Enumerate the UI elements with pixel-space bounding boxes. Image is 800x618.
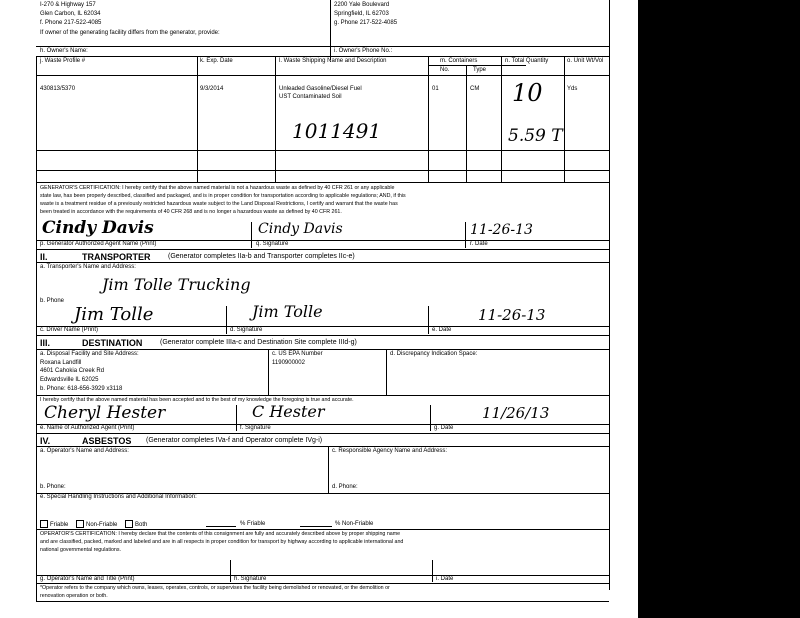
destination-date-handwritten: 11/26/13 (482, 404, 550, 422)
gen-cert-line2: state law, has been properly described, classified and packaged, and is in proper condition for transportation according to applicable regulations; AND, if this (40, 193, 406, 199)
both-option[interactable] (125, 522, 147, 528)
col-unit: o. Unit Wt/Vol (567, 58, 604, 64)
generator-address-line2: Glen Carbon, IL 62034 (40, 11, 101, 17)
destination-section-title: DESTINATION (82, 338, 143, 348)
differs-note: If owner of the generating facility differs from the generator, provide: (40, 30, 220, 36)
operator-name-label: a. Operator's Name and Address: (40, 448, 129, 454)
transporter-name-label: a. Transporter's Name and Address: (40, 264, 136, 270)
transport-date-handwritten: 11-26-13 (478, 306, 546, 324)
destination-agent-label: e. Name of Authorized Agent (Print) (40, 425, 135, 431)
col-exp-date: k. Exp. Date (200, 58, 233, 64)
friable-checkbox[interactable] (40, 520, 48, 528)
operator-phone-label: b. Phone: (40, 484, 66, 490)
facility-city: Edwardsville IL 62025 (40, 377, 99, 383)
owner-address-line1: 2200 Yale Boulevard (334, 2, 390, 8)
col-containers: m. Containers (440, 58, 478, 64)
gen-date-label: r. Date (470, 241, 488, 247)
friability-checkboxes (40, 520, 153, 529)
operator-date-label: i. Date (436, 576, 454, 582)
col-container-type: Type (473, 67, 487, 73)
destination-section-number: III. (40, 338, 51, 348)
exp-date-value: 9/3/2014 (200, 86, 224, 92)
transporter-name-handwritten: Jim Tolle Trucking (102, 275, 251, 294)
gen-cert-line1: GENERATOR'S CERTIFICATION: I hereby certify that the above named material is not a hazardous waste as defined by 40 CFR 261 or any applicable (40, 185, 395, 191)
driver-signature-label: d. Signature (230, 327, 263, 333)
nonfriable-option[interactable] (76, 522, 117, 528)
both-checkbox[interactable] (125, 520, 133, 528)
nonfriable-label: Non-Friable (86, 521, 118, 528)
both-label: Both (135, 521, 148, 528)
handwritten-ticket-number: 1011491 (292, 119, 382, 143)
generator-address-line1: I-270 & Highway 157 (40, 2, 96, 8)
handwritten-weight: 5.59 T (508, 126, 563, 146)
transporter-section-subtitle: (Generator completes IIa-b and Transporter completes IIc-e) (168, 253, 355, 260)
scan-margin-band (638, 0, 800, 618)
transporter-section-title: TRANSPORTER (82, 252, 151, 262)
gen-cert-line4: been treated in accordance with the requirements of 40 CFR 268 and is no longer a hazardous waste as defined by 40 CFR 261. (40, 209, 342, 215)
gen-cert-line3: waste is a treatment residue of a previously restricted hazardous waste subject to the Land Disposal Restrictions, I certify and warrant that the waste has (40, 201, 398, 207)
agency-phone-label: d. Phone: (332, 484, 358, 490)
col-waste-profile: j. Waste Profile # (40, 58, 86, 64)
facility-phone: b. Phone: 618-656-3929 x3118 (40, 386, 123, 392)
col-container-no: No. (440, 67, 450, 73)
gen-agent-name-handwritten: Cindy Davis (42, 218, 154, 238)
operator-footnote-line2: renovation operation or both. (40, 593, 108, 599)
agency-name-label: c. Responsible Agency Name and Address: (332, 448, 448, 454)
owner-address-line2: Springfield, IL 62703 (334, 11, 389, 17)
disposal-facility-label: a. Disposal Facility and Site Address: (40, 351, 139, 357)
operator-cert-line2: and are classified, packed, marked and labeled and are in all respects in proper condition for transport by highway according to applicable international and (40, 539, 404, 545)
facility-street: 4601 Cahokia Creek Rd (40, 368, 105, 374)
unit-value: Yds (567, 86, 578, 92)
col-total-quantity: n. Total Quantity (505, 58, 549, 64)
owner-phone: g. Phone 217-522-4085 (334, 20, 398, 26)
generator-phone: f. Phone 217-522-4085 (40, 20, 102, 26)
nonfriable-checkbox[interactable] (76, 520, 84, 528)
gen-signature: Cindy Davis (258, 221, 343, 237)
waste-profile-value: 430813/5370 (40, 86, 76, 92)
friable-option[interactable] (40, 522, 68, 528)
operator-name-title-label: g. Operator's Name and Title (Print) (40, 576, 135, 582)
gen-date-handwritten: 11-26-13 (470, 222, 533, 238)
destination-agent-handwritten: Cheryl Hester (44, 403, 166, 423)
description-line2: UST Contaminated Soil (279, 94, 342, 100)
transporter-section-number: II. (40, 252, 48, 262)
operator-signature-label: h. Signature (234, 576, 267, 582)
destination-date-label: g. Date (434, 425, 454, 431)
gen-signature-label: q. Signature (256, 241, 289, 247)
destination-section-subtitle: (Generator complete IIIa-c and Destination Site complete IIId-g) (160, 339, 357, 346)
transporter-phone-label: b. Phone (40, 298, 65, 304)
epa-number-value: 1190900002 (272, 360, 305, 366)
owner-phone-label: i. Owner's Phone No.: (334, 48, 393, 54)
asbestos-section-number: IV. (40, 436, 51, 446)
container-type-value: CM (470, 86, 480, 92)
destination-signature: C Hester (252, 402, 325, 421)
operator-footnote-line1: *Operator refers to the company which owns, leases, operates, controls, or supervises the facility being demolished or renovated, or the demolition or (40, 585, 390, 591)
facility-name: Roxana Landfill (40, 360, 82, 366)
percent-nonfriable-label: % Non-Friable (335, 521, 374, 527)
operator-cert-line1: OPERATOR'S CERTIFICATION: I hereby declare that the contents of this consignment are fully and accurately described above by proper shipping name (40, 531, 401, 537)
total-quantity-value: 10 (512, 79, 543, 107)
special-handling-label: e. Special Handling Instructions and Additional Information: (40, 494, 197, 500)
destination-cert-text: I hereby certify that the above named material has been accepted and to the best of my knowledge the foregoing is true and accurate. (40, 397, 354, 403)
col-description: l. Waste Shipping Name and Description (279, 58, 387, 64)
asbestos-section-subtitle: (Generator completes IVa-f and Operator complete IVg-i) (146, 437, 323, 444)
epa-number-label: c. US EPA Number (272, 351, 323, 357)
punch-hole (605, 206, 623, 224)
transport-date-label: e. Date (432, 327, 452, 333)
container-no-value: 01 (432, 86, 439, 92)
driver-name-handwritten: Jim Tolle (74, 304, 154, 325)
destination-signature-label: f. Signature (240, 425, 271, 431)
gen-agent-name-label: p. Generator Authorized Agent Name (Print) (40, 241, 157, 247)
operator-cert-line3: national governmental regulations. (40, 547, 121, 553)
percent-friable-label: % Friable (240, 521, 266, 527)
driver-name-label: c. Driver Name (Print) (40, 327, 99, 333)
discrepancy-label: d. Discrepancy Indication Space: (390, 351, 478, 357)
owner-name-label: h. Owner's Name: (40, 48, 88, 54)
driver-signature: Jim Tolle (252, 302, 323, 321)
asbestos-section-title: ASBESTOS (82, 436, 132, 446)
friable-label: Friable (50, 521, 69, 528)
description-line1: Unleaded Gasoline/Diesel Fuel (279, 86, 362, 92)
